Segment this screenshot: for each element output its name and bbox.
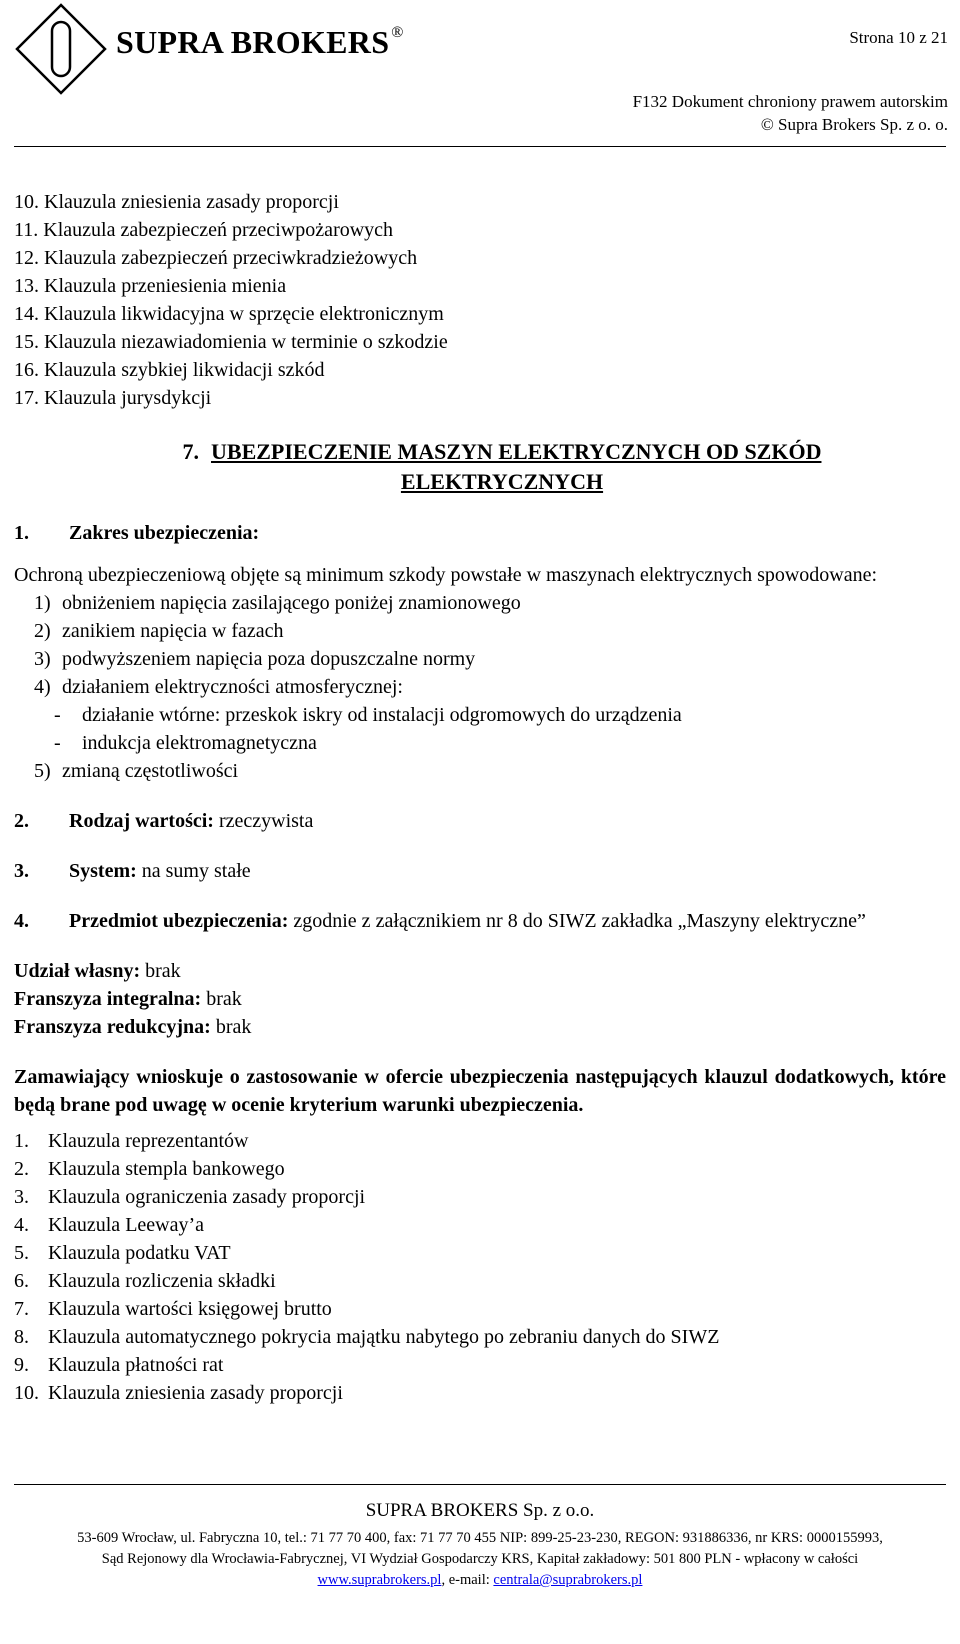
footer-address: 53-609 Wrocław, ul. Fabryczna 10, tel.: 71 77 70 400, fax: 71 77 70 455 NIP: 899-25-23-230, REGON: 931886336, nr KRS: 0000155993, <box>77 1530 883 1546</box>
deductible-own: Udział własny: brak <box>14 960 181 982</box>
list-item: 10. Klauzula zniesienia zasady proporcji <box>14 191 339 213</box>
list-item: 11. Klauzula zabezpieczeń przeciwpożarowych <box>14 219 394 241</box>
list-item: 1. Klauzula reprezentantów <box>14 1130 249 1152</box>
list-item: 8. Klauzula automatycznego pokrycia majątku nabytego po zebraniu danych do SIWZ <box>14 1326 720 1348</box>
list-item: 3. Klauzula ograniczenia zasady proporcji <box>14 1186 366 1208</box>
list-item: 17. Klauzula jurysdykcji <box>14 387 212 409</box>
scope-subitems <box>54 701 946 757</box>
deductible-integral: Franszyza integralna: brak <box>14 988 242 1010</box>
clauses-list-top <box>14 188 946 412</box>
list-item: 15. Klauzula niezawiadomienia w terminie o szkodzie <box>14 331 448 353</box>
list-item: - działanie wtórne: przeskok iskry od instalacji odgromowych do urządzenia <box>54 704 682 726</box>
footer-registry: Sąd Rejonowy dla Wrocławia-Fabrycznej, VI Wydział Gospodarczy KRS, Kapitał zakładowy: 501 800 PLN - wpłacony w całości <box>101 1551 859 1567</box>
list-item: 1) obniżeniem napięcia zasilającego poniżej znamionowego <box>34 592 521 614</box>
list-item: 5) zmianą częstotliwości <box>34 760 239 782</box>
email-link[interactable]: centrala@suprabrokers.pl <box>493 1572 643 1588</box>
brand-name: SUPRA BROKERS ® <box>116 24 404 60</box>
list-item: 5. Klauzula podatku VAT <box>14 1242 231 1264</box>
list-item: 4. Klauzula Leeway’a <box>14 1214 205 1236</box>
system-row: 3. System: na sumy stałe <box>14 860 251 882</box>
section-title: 7. UBEZPIECZENIE MASZYN ELEKTRYCZNYCH OD SZKÓD ELEKTRYCZNYCH <box>182 439 822 494</box>
list-item: - indukcja elektromagnetyczna <box>54 732 317 754</box>
list-item: 6. Klauzula rozliczenia składki <box>14 1270 276 1292</box>
list-item: 2. Klauzula stempla bankowego <box>14 1158 285 1180</box>
list-item: 4) działaniem elektryczności atmosferycznej: <box>34 676 403 698</box>
subject-row: 4. Przedmiot ubezpieczenia: zgodnie z załącznikiem nr 8 do SIWZ zakładka „Maszyny elektryczne” <box>14 910 866 932</box>
list-item: 3) podwyższeniem napięcia poza dopuszczalne normy <box>34 648 476 670</box>
scope-heading: 1. Zakres ubezpieczenia: <box>14 522 260 544</box>
additional-clauses-request: Zamawiający wnioskuje o zastosowanie w ofercie ubezpieczenia następujących klauzul dodatkowych, które będą brane pod uwagę w ocenie kryterium warunki ubezpieczenia. <box>14 1066 946 1116</box>
list-item: 10. Klauzula zniesienia zasady proporcji <box>14 1382 343 1404</box>
scope-intro: Ochroną ubezpieczeniową objęte są minimum szkody powstałe w maszynach elektrycznych spowodowane: <box>14 564 878 586</box>
deductibles <box>14 957 946 1041</box>
supra-logo-icon <box>14 2 108 96</box>
list-item: 9. Klauzula płatności rat <box>14 1354 224 1376</box>
clauses-list-bottom <box>14 1127 946 1407</box>
deductible-reduction: Franszyza redukcyjna: brak <box>14 1016 252 1038</box>
list-item: 14. Klauzula likwidacyjna w sprzęcie elektronicznym <box>14 303 444 325</box>
footer-divider <box>14 1484 946 1485</box>
value-type-row: 2. Rodzaj wartości: rzeczywista <box>14 810 314 832</box>
header-divider <box>14 146 946 147</box>
scope-items-last <box>34 757 946 785</box>
list-item: 16. Klauzula szybkiej likwidacji szkód <box>14 359 325 381</box>
footer-contact: www.suprabrokers.pl, e-mail: centrala@suprabrokers.pl <box>317 1572 643 1588</box>
document-body <box>14 188 946 1407</box>
website-link[interactable]: www.suprabrokers.pl <box>317 1572 442 1588</box>
footer-company: SUPRA BROKERS Sp. z o.o. <box>365 1500 595 1521</box>
scope-items <box>34 589 946 701</box>
document-label: F132 Dokument chroniony prawem autorskim <box>632 92 948 111</box>
list-item: 7. Klauzula wartości księgowej brutto <box>14 1298 332 1320</box>
list-item: 13. Klauzula przeniesienia mienia <box>14 275 287 297</box>
page-number: Strona 10 z 21 <box>849 28 948 47</box>
list-item: 2) zanikiem napięcia w fazach <box>34 620 284 642</box>
copyright-note: © Supra Brokers Sp. z o. o. <box>760 115 948 134</box>
list-item: 12. Klauzula zabezpieczeń przeciwkradzieżowych <box>14 247 418 269</box>
